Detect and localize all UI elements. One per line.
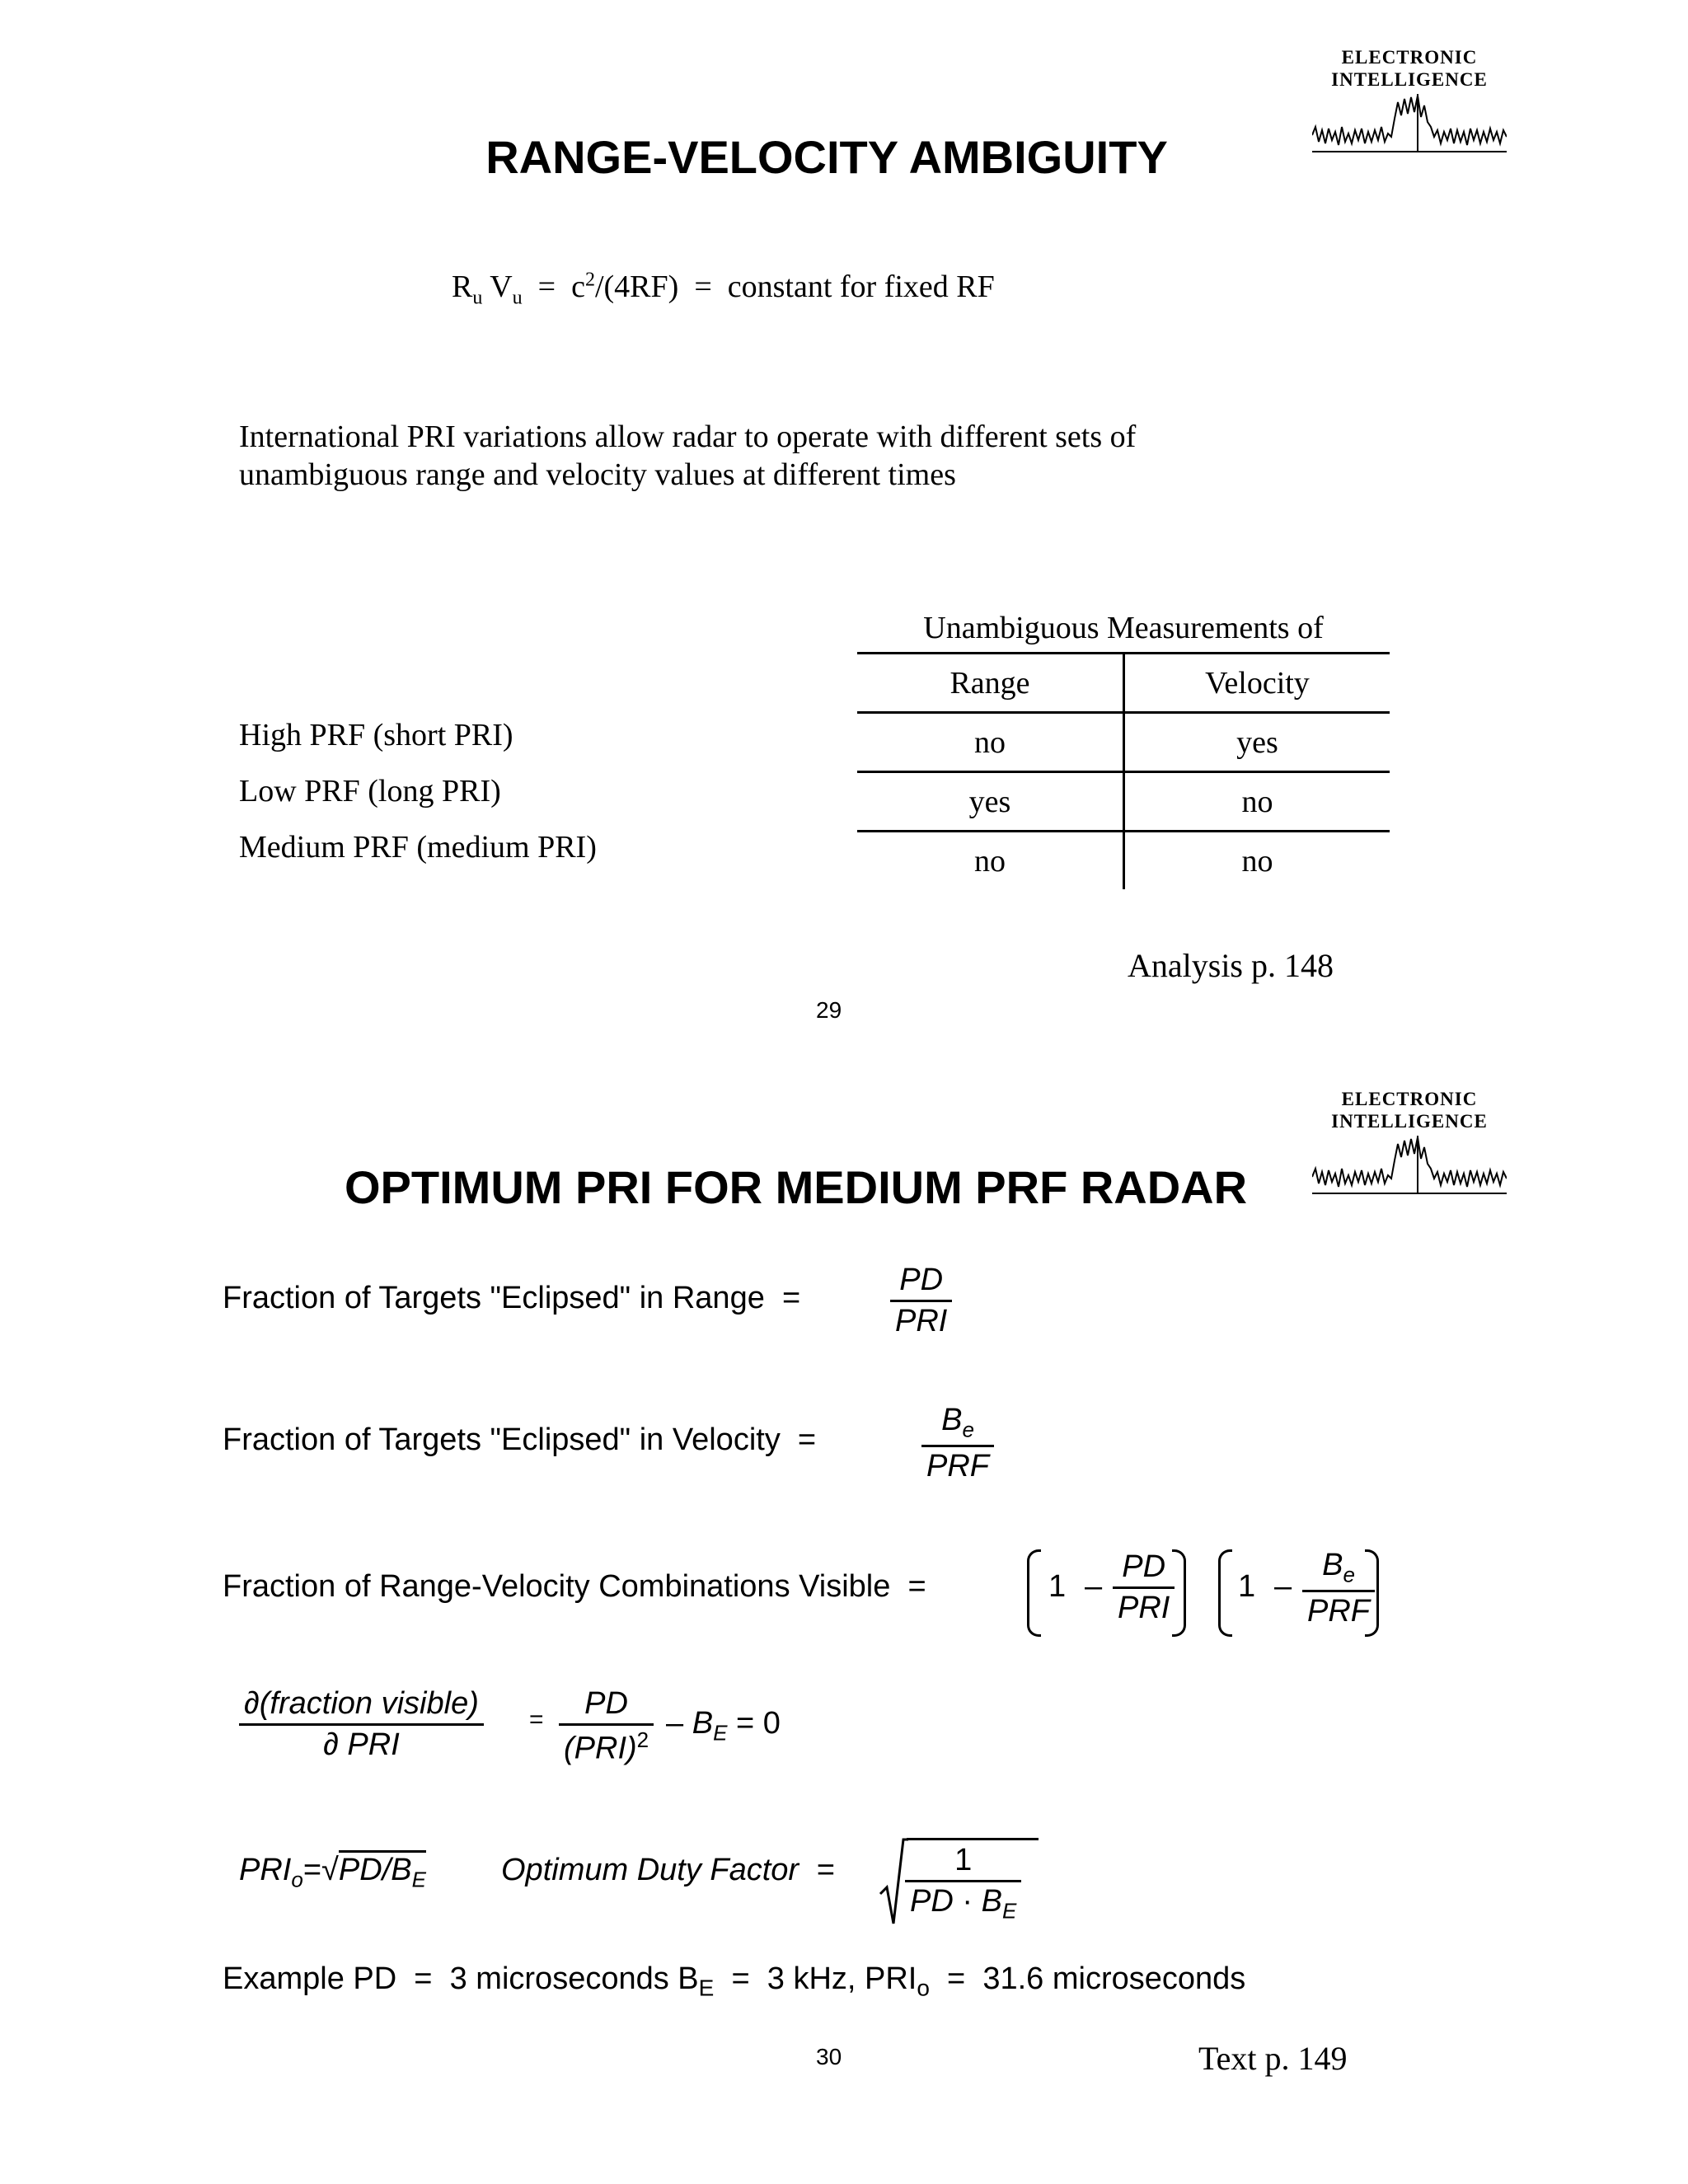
- pd-over-pri-fraction: [1113, 1549, 1175, 1626]
- fraction-numerator: [1302, 1548, 1375, 1592]
- minus-sign: –: [666, 1706, 684, 1741]
- text-reference: Text p. 149: [1198, 2040, 1348, 2077]
- fraction-numerator: PD: [559, 1686, 654, 1726]
- duty-factor-label: Optimum Duty Factor =: [501, 1853, 835, 1887]
- minus-sign: –: [1274, 1569, 1292, 1604]
- example-part-b: = 3 kHz, PRI: [714, 1961, 917, 1996]
- page-number: 29: [816, 997, 842, 1023]
- page-title: RANGE-VELOCITY AMBIGUITY: [485, 131, 1168, 183]
- eq-sub-u: u: [472, 287, 483, 309]
- symbol-b: B: [941, 1403, 963, 1437]
- table-cell-range: yes: [857, 772, 1124, 832]
- table-header-velocity: Velocity: [1124, 654, 1390, 713]
- right-bracket: [1172, 1549, 1186, 1637]
- eq-sub-u: u: [512, 287, 523, 309]
- logo: [1311, 1088, 1508, 1200]
- table-caption: Unambiguous Measurements of: [923, 611, 1324, 645]
- table-row: [857, 772, 1390, 832]
- eq-symbol-r: R: [452, 269, 473, 304]
- eq-constant-text: constant for fixed RF: [727, 269, 995, 304]
- fraction-denominator: PRF: [926, 1448, 989, 1483]
- pri-paren: (PRI): [564, 1731, 637, 1766]
- paragraph-line-1: International PRI variations allow radar to operate with different sets of: [239, 419, 1137, 454]
- eq-sup-2: 2: [584, 269, 595, 291]
- symbol-b: B: [1322, 1548, 1343, 1582]
- sub-e: E: [411, 1867, 426, 1892]
- fraction-denominator: [559, 1726, 654, 1767]
- symbol-pd: PD: [910, 1884, 954, 1919]
- eq-equals: =: [537, 269, 556, 304]
- fraction-numerator: PD: [890, 1263, 952, 1302]
- table-row: [857, 832, 1390, 890]
- sqrt-argument: [338, 1850, 426, 1892]
- symbol-b: B: [981, 1884, 1002, 1919]
- fraction-denominator: PRI: [895, 1304, 948, 1338]
- table-row: [857, 713, 1390, 772]
- table-header-range: Range: [857, 654, 1124, 713]
- example-part-a: Example PD = 3 microseconds B: [223, 1961, 699, 1996]
- range-velocity-equation: [452, 269, 995, 310]
- duty-factor-fraction: [905, 1843, 1021, 1924]
- sub-e: E: [713, 1720, 728, 1746]
- table-cell-velocity: no: [1241, 843, 1273, 879]
- page-number: 30: [816, 2044, 842, 2069]
- sub-e: e: [1343, 1562, 1355, 1587]
- logo-text-line1: ELECTRONIC: [1341, 47, 1478, 68]
- symbol-pri: PRI: [239, 1853, 292, 1887]
- equals-sign: =: [302, 1853, 322, 1887]
- term-one: 1: [1238, 1569, 1256, 1604]
- pd-over-b: PD/B: [338, 1853, 412, 1887]
- left-bracket: [1027, 1549, 1041, 1637]
- page-title: OPTIMUM PRI FOR MEDIUM PRF RADAR: [345, 1161, 1248, 1213]
- ambiguity-table: [857, 652, 1390, 889]
- eclipsed-range-label: Fraction of Targets "Eclipsed" in Range =: [223, 1281, 801, 1315]
- sqrt-icon: √: [321, 1853, 339, 1887]
- logo-text-line1: ELECTRONIC: [1341, 1089, 1478, 1109]
- symbol-b: B: [692, 1706, 714, 1741]
- be-over-prf-fraction: [1302, 1548, 1375, 1629]
- sub-o: o: [291, 1867, 303, 1892]
- sub-e: E: [1001, 1898, 1017, 1924]
- fraction-numerator: PD: [1113, 1549, 1175, 1589]
- minus-sign: –: [1085, 1569, 1103, 1604]
- fraction-denominator: ∂ PRI: [323, 1727, 400, 1762]
- equals-zero: = 0: [735, 1706, 781, 1741]
- fraction-numerator: [921, 1403, 994, 1447]
- eclipsed-velocity-label: Fraction of Targets "Eclipsed" in Velocity =: [223, 1422, 817, 1457]
- fraction-numerator: 1: [905, 1843, 1021, 1882]
- signal-trace-icon: [1312, 1136, 1507, 1200]
- fraction-denominator: PRI: [1118, 1591, 1170, 1625]
- row-label-medium-prf: Medium PRF (medium PRI): [239, 830, 597, 865]
- table-cell-velocity: yes: [1124, 713, 1390, 772]
- example-line: [223, 1961, 1245, 2002]
- table-cell-velocity: no: [1124, 772, 1390, 832]
- dot-operator: ·: [962, 1884, 973, 1919]
- logo-text-line2: INTELLIGENCE: [1331, 1111, 1488, 1132]
- sub-e: E: [698, 1975, 715, 2001]
- pd-over-pri-squared-fraction: [559, 1686, 654, 1767]
- right-bracket: [1365, 1549, 1379, 1637]
- radical-bar: [907, 1838, 1039, 1840]
- fraction-denominator: PRF: [1307, 1593, 1370, 1629]
- pd-over-pri-fraction: [890, 1263, 952, 1339]
- logo-text-line2: INTELLIGENCE: [1331, 69, 1488, 90]
- fraction-numerator: ∂(fraction visible): [239, 1686, 484, 1726]
- paragraph-line-2: unambiguous range and velocity values at different times: [239, 457, 956, 492]
- eq-equals: =: [694, 269, 712, 304]
- sup-2: 2: [636, 1727, 649, 1752]
- row-label-low-prf: Low PRF (long PRI): [239, 774, 501, 808]
- eq-4rf: /(4RF): [594, 269, 679, 304]
- term-one: 1: [1048, 1569, 1067, 1604]
- analysis-reference: Analysis p. 148: [1128, 947, 1334, 984]
- optimum-pri-formula: [239, 1853, 426, 1893]
- fraction-denominator: [905, 1882, 1021, 1924]
- table-cell-range: no: [857, 713, 1124, 772]
- derivative-fraction: [239, 1686, 484, 1763]
- sub-e: e: [962, 1417, 974, 1442]
- radical-sign-icon: [879, 1836, 908, 1927]
- example-part-c: = 31.6 microseconds: [929, 1961, 1246, 1996]
- table-cell-range: no: [857, 832, 1124, 890]
- eq-symbol-v: V: [490, 269, 513, 304]
- be-over-prf-fraction: [921, 1403, 994, 1484]
- visible-combinations-label: Fraction of Range-Velocity Combinations Visible =: [223, 1569, 926, 1604]
- derivative-tail: [666, 1706, 781, 1746]
- row-label-high-prf: High PRF (short PRI): [239, 718, 513, 752]
- eq-c: c: [571, 269, 585, 304]
- sub-o: o: [917, 1975, 930, 2001]
- left-bracket: [1218, 1549, 1232, 1637]
- equals-sign: =: [529, 1706, 544, 1733]
